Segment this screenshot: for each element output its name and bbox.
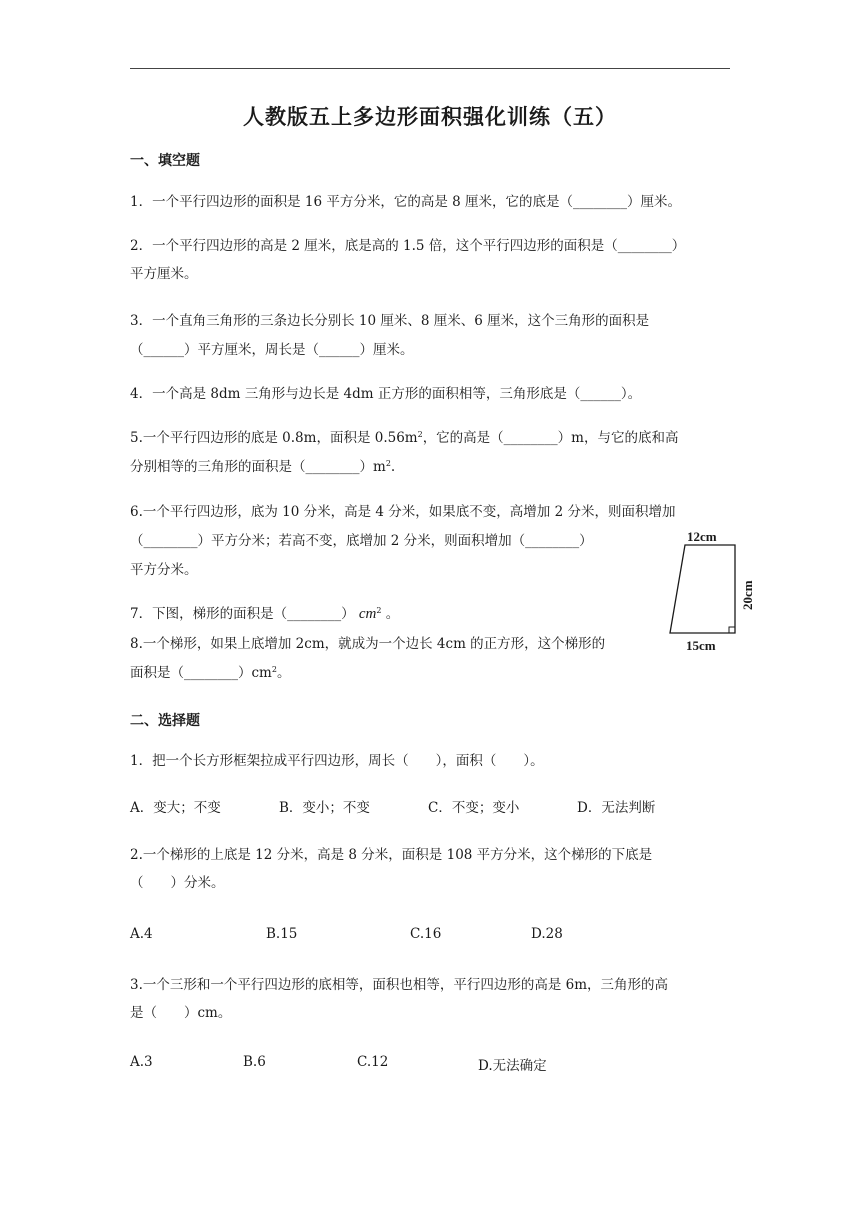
choice-3-option-a: A.3	[130, 1054, 153, 1070]
choice-question-2-line-1: 2.一个梯形的上底是 12 分米，高是 8 分米，面积是 108 平方分米，这个梯形的下底是	[130, 847, 653, 863]
choice-1-option-b: B．变小；不变	[279, 800, 370, 816]
choice-question-3-line-1: 3.一个三形和一个平行四边形的底相等，面积也相等，平行四边形的高是 6m，三角形的高	[130, 977, 669, 993]
q5-text-b: ，它的高是（________）m，与它的底和高	[422, 430, 679, 446]
q7-end: 。	[385, 606, 400, 622]
trapezoid-figure	[660, 528, 760, 656]
choice-2-option-b: B.15	[266, 926, 298, 942]
fill-question-5-line-2	[130, 457, 395, 477]
fill-question-6-line-1: 6.一个平行四边形，底为 10 分米，高是 4 分米，如果底不变，高增加 2 分米，则面积增加	[130, 504, 676, 520]
choice-3-option-d: D.无法确定	[478, 1058, 547, 1074]
fill-question-7	[130, 604, 399, 624]
choice-3-option-b: B.6	[243, 1054, 266, 1070]
height-label: 20cm	[740, 580, 755, 610]
fill-question-6-line-3: 平方分米。	[130, 562, 198, 578]
page-title: 人教版五上多边形面积强化训练（五）	[243, 105, 617, 129]
fill-question-1: 1．一个平行四边形的面积是 16 平方分米，它的高是 8 厘米，它的底是（________）厘米。	[130, 194, 682, 210]
fill-question-5-line-1	[130, 428, 679, 448]
header-rule	[130, 68, 730, 69]
top-base-label: 12cm	[687, 529, 717, 544]
choice-question-1: 1．把一个长方形框架拉成平行四边形，周长（ ），面积（ ）。	[130, 753, 544, 769]
choice-2-option-d: D.28	[531, 926, 563, 942]
q8-sup: 2	[271, 665, 277, 674]
q7-text: 7．下图，梯形的面积是（________）	[130, 606, 355, 622]
q5-text-d: .	[390, 459, 396, 475]
trapezoid-shape	[670, 545, 735, 633]
right-angle-mark	[729, 627, 735, 633]
fill-question-4: 4．一个高是 8dm 三角形与边长是 4dm 正方形的面积相等，三角形底是（______）。	[130, 386, 642, 402]
q8-end: 。	[276, 665, 291, 681]
q5-text-c: 分别相等的三角形的面积是（________）m	[130, 459, 386, 475]
bottom-base-label: 15cm	[686, 638, 716, 653]
choice-1-option-a: A．变大；不变	[130, 800, 221, 816]
q5-sup-a: 2	[417, 430, 423, 439]
fill-question-3-line-1: 3．一个直角三角形的三条边长分别长 10 厘米、8 厘米、6 厘米，这个三角形的面积是	[130, 313, 650, 329]
section-heading-choice: 二、选择题	[130, 713, 200, 729]
choice-2-option-a: A.4	[130, 926, 153, 942]
q5-sup-b: 2	[385, 459, 391, 468]
q7-unit: cm	[358, 606, 377, 622]
choice-1-option-d: D．无法判断	[577, 800, 656, 816]
fill-question-8-line-2	[130, 663, 290, 683]
section-heading-fill: 一、填空题	[130, 153, 200, 169]
fill-question-2-line-1: 2．一个平行四边形的高是 2 厘米，底是高的 1.5 倍，这个平行四边形的面积是（________）	[130, 238, 686, 254]
fill-question-3-line-2: （______）平方厘米，周长是（______）厘米。	[130, 342, 414, 358]
q7-sup: 2	[376, 606, 382, 615]
choice-3-option-c: C.12	[357, 1054, 389, 1070]
choice-question-2-line-2: （ ）分米。	[130, 875, 225, 891]
fill-question-8-line-1: 8.一个梯形，如果上底增加 2cm，就成为一个边长 4cm 的正方形，这个梯形的	[130, 636, 606, 652]
choice-question-3-line-2: 是（ ）cm。	[130, 1005, 232, 1021]
choice-1-option-c: C．不变；变小	[428, 800, 520, 816]
q8-text: 面积是（________）cm	[130, 665, 272, 681]
fill-question-6-line-2: （________）平方分米；若高不变，底增加 2 分米，则面积增加（________）	[130, 533, 593, 549]
choice-2-option-c: C.16	[410, 926, 442, 942]
fill-question-2-line-2: 平方厘米。	[130, 266, 198, 282]
q5-text-a: 5.一个平行四边形的底是 0.8m，面积是 0.56m	[130, 430, 418, 446]
